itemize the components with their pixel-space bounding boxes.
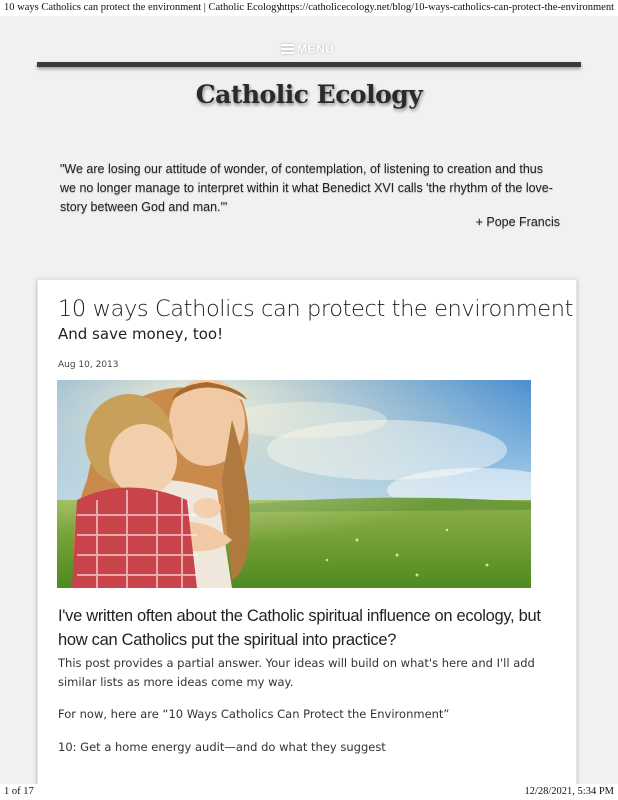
hamburger-icon <box>281 44 294 54</box>
post-date: Aug 10, 2013 <box>58 360 119 370</box>
post-title: 10 ways Catholics can protect the environment <box>58 296 574 322</box>
header-quote: "We are losing our attitude of wonder, of contemplation, of listening to creation and thus we no longer manage to interpret within it what Benedict XVI calls 'the rhythm of the love-story between God and man.'" <box>60 162 553 214</box>
quote-attribution: + Pope Francis <box>475 215 560 229</box>
post-paragraph: 10: Get a home energy audit—and do what they suggest <box>58 740 386 754</box>
menu-button[interactable] <box>281 42 334 56</box>
print-header-url: https://catholicecology.net/blog/10-ways-catholics-can-protect-the-environment <box>279 2 614 13</box>
print-header <box>0 0 618 16</box>
top-nav <box>0 16 618 62</box>
print-footer <box>0 784 618 800</box>
post-paragraph: This post provides a partial answer. Your ideas will build on what's here and I'll add similar lists as more ideas come my way. <box>58 656 535 689</box>
post-subtitle: And save money, too! <box>58 325 224 343</box>
menu-label: MENU <box>297 42 335 56</box>
header-divider <box>37 62 581 67</box>
print-header-title: 10 ways Catholics can protect the environment | Catholic Ecology <box>4 2 282 13</box>
web-page <box>0 16 618 784</box>
print-page-number: 1 of 17 <box>4 786 34 797</box>
blog-post-card <box>37 279 577 784</box>
post-hero-image <box>57 380 531 588</box>
print-datetime: 12/28/2021, 5:34 PM <box>524 786 614 797</box>
post-lead: I've written often about the Catholic spiritual influence on ecology, but how can Catholics put the spiritual into practice? <box>58 607 541 649</box>
post-paragraph: For now, here are “10 Ways Catholics Can Protect the Environment” <box>58 707 450 721</box>
site-title[interactable]: Catholic Ecology <box>195 80 423 109</box>
